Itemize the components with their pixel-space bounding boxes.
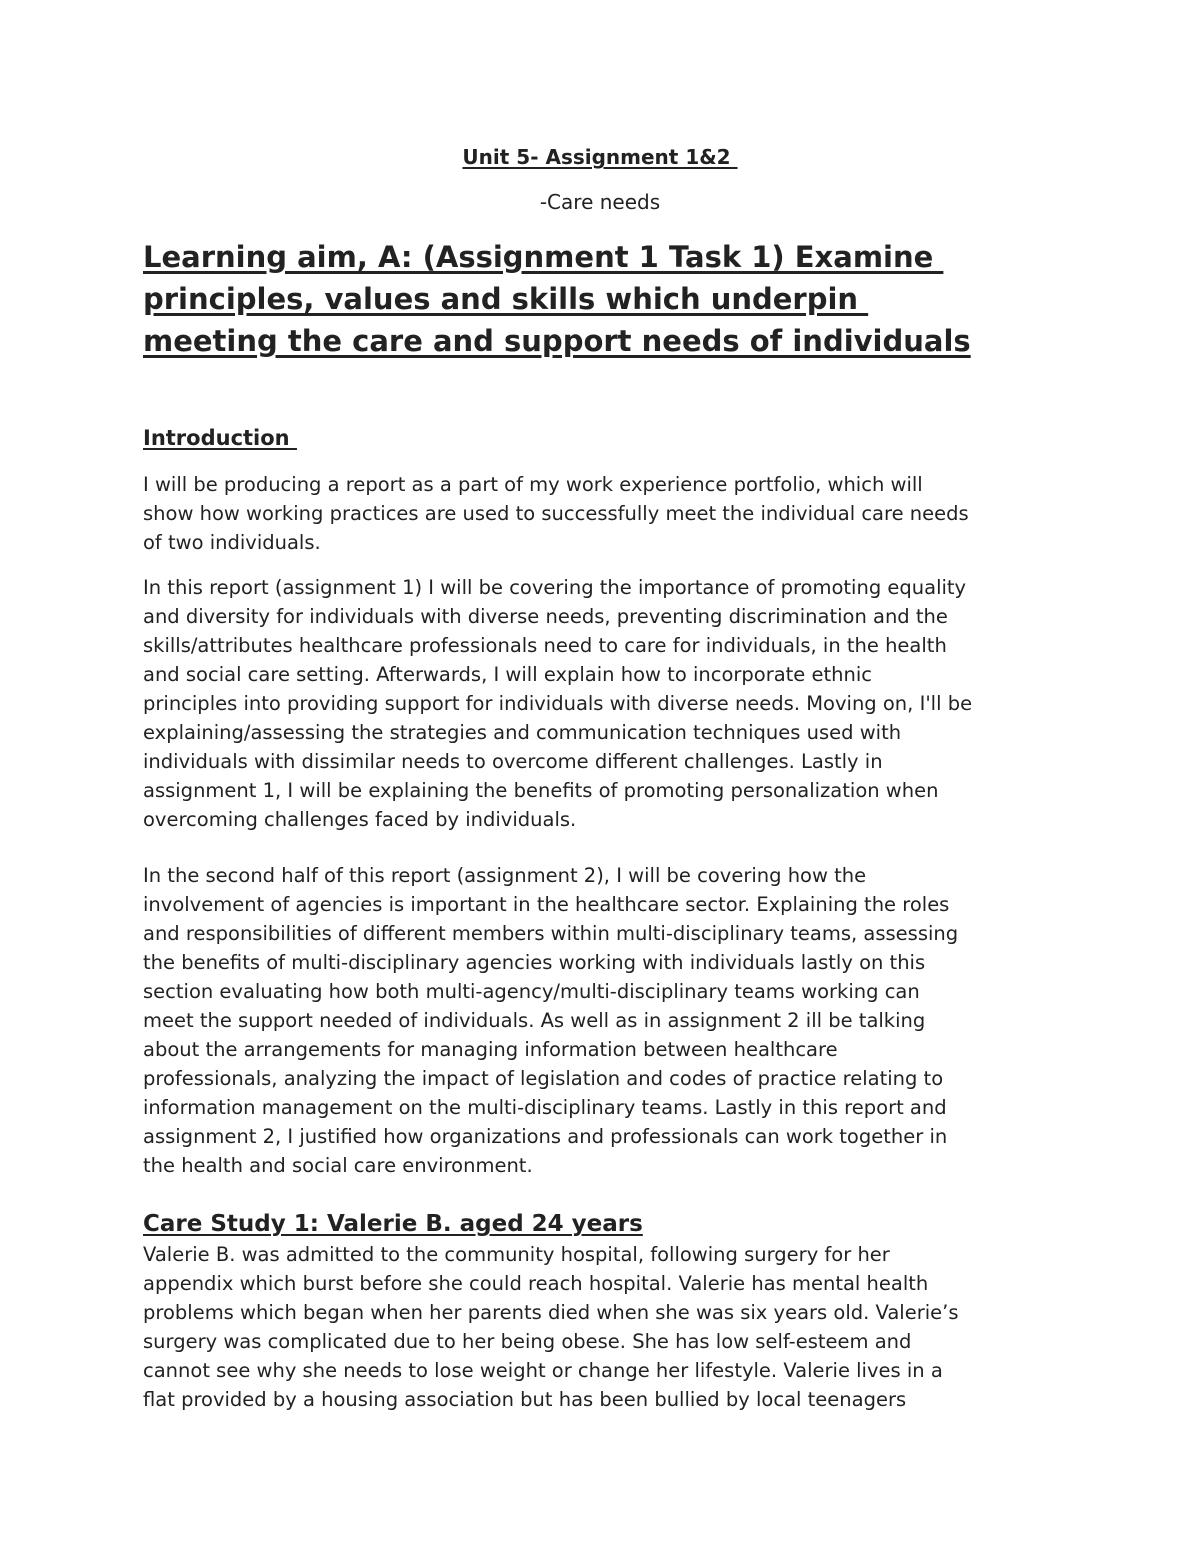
text-line: the benefits of multi-disciplinary agencies working with individuals lastly on this: [143, 951, 926, 974]
text-line: Valerie B. was admitted to the community hospital, following surgery for her: [143, 1243, 890, 1266]
document-title: Unit 5- Assignment 1&2: [462, 145, 738, 169]
text-line: show how working practices are used to successfully meet the individual care needs: [143, 502, 969, 525]
text-line: skills/attributes healthcare professionals need to care for individuals, in the health: [143, 634, 947, 657]
text-line: principles into providing support for individuals with diverse needs. Moving on, I'll be: [143, 692, 973, 715]
text-line: meet the support needed of individuals. As well as in assignment 2 ill be talking: [143, 1009, 926, 1032]
learning-aim-line: Learning aim, A: (Assignment 1 Task 1) Examine: [143, 240, 944, 274]
text-line: about the arrangements for managing information between healthcare: [143, 1038, 838, 1061]
care-study-paragraph: [143, 1240, 1083, 1414]
text-line: and social care setting. Afterwards, I will explain how to incorporate ethnic: [143, 663, 873, 686]
text-line: of two individuals.: [143, 531, 321, 554]
intro-paragraph-1: [143, 470, 1083, 557]
document-subtitle: -Care needs: [539, 190, 661, 214]
text-line: appendix which burst before she could reach hospital. Valerie has mental health: [143, 1272, 929, 1295]
text-line: I will be producing a report as a part of my work experience portfolio, which will: [143, 473, 923, 496]
text-line: assignment 2, I justified how organizations and professionals can work together in: [143, 1125, 948, 1148]
care-study-heading: Care Study 1: Valerie B. aged 24 years: [143, 1211, 643, 1237]
text-line: and diversity for individuals with diverse needs, preventing discrimination and the: [143, 605, 948, 628]
text-line: flat provided by a housing association but has been bullied by local teenagers: [143, 1388, 907, 1411]
intro-paragraph-3: [143, 861, 1083, 1180]
text-line: In the second half of this report (assignment 2), I will be covering how the: [143, 864, 867, 887]
learning-aim-heading: [143, 236, 1083, 362]
text-line: problems which began when her parents died when she was six years old. Valerie’s: [143, 1301, 959, 1324]
text-line: involvement of agencies is important in the healthcare sector. Explaining the roles: [143, 893, 950, 916]
text-line: the health and social care environment.: [143, 1154, 533, 1177]
text-line: cannot see why she needs to lose weight or change her lifestyle. Valerie lives in a: [143, 1359, 943, 1382]
text-line: assignment 1, I will be explaining the benefits of promoting personalization when: [143, 779, 939, 802]
text-line: surgery was complicated due to her being obese. She has low self-esteem and: [143, 1330, 912, 1353]
text-line: individuals with dissimilar needs to overcome different challenges. Lastly in: [143, 750, 883, 773]
text-line: professionals, analyzing the impact of legislation and codes of practice relating to: [143, 1067, 944, 1090]
learning-aim-line: principles, values and skills which underpin: [143, 282, 869, 316]
text-line: In this report (assignment 1) I will be covering the importance of promoting equality: [143, 576, 967, 599]
learning-aim-line: meeting the care and support needs of individuals: [143, 324, 971, 358]
text-line: section evaluating how both multi-agency/multi-disciplinary teams working can: [143, 980, 920, 1003]
introduction-heading: Introduction: [143, 426, 297, 450]
text-line: information management on the multi-disciplinary teams. Lastly in this report and: [143, 1096, 947, 1119]
intro-paragraph-2: [143, 573, 1083, 834]
text-line: and responsibilities of different members within multi-disciplinary teams, assessing: [143, 922, 959, 945]
text-line: overcoming challenges faced by individuals.: [143, 808, 577, 831]
text-line: explaining/assessing the strategies and communication techniques used with: [143, 721, 902, 744]
